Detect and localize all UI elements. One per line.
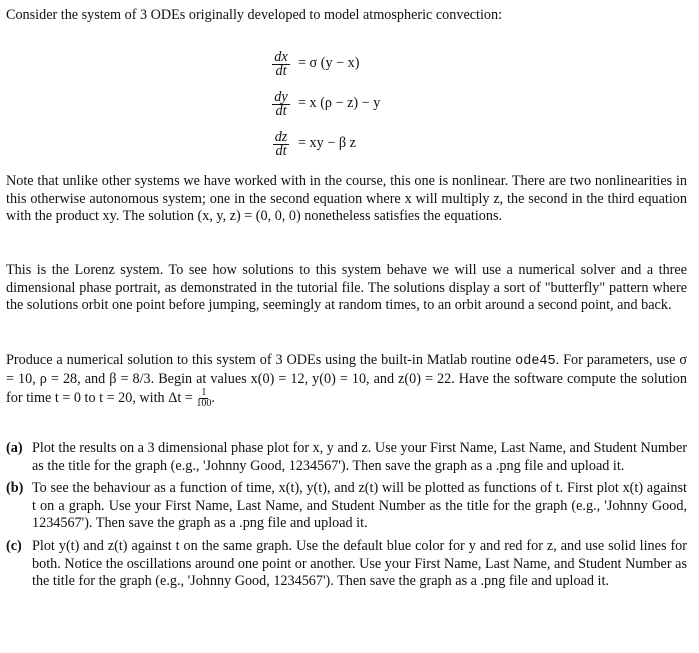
derivative-fraction	[270, 88, 292, 119]
fraction-numerator: dz	[274, 128, 288, 145]
derivative-fraction	[270, 48, 292, 79]
equation-rhs: = σ (y − x)	[298, 55, 360, 72]
equation-rhs: = xy − β z	[298, 135, 356, 152]
task-text-part3: .	[211, 389, 215, 406]
question-label: (a)	[6, 440, 23, 456]
lorenz-description: This is the Lorenz system. To see how solutions to this system behave we will use a numerical solver and a three dimensional phase portrait, as demonstrated in the tutorial file. The solutions display a sort of "butterfly" pattern where the solutions orbit one point before jumping, seemingly at random times, to an orbit around a second point, and back.	[6, 262, 687, 314]
timestep-fraction	[196, 388, 211, 409]
equation-rhs: = x (ρ − z) − y	[298, 95, 381, 112]
task-instructions	[6, 352, 687, 409]
intro-text: Consider the system of 3 ODEs originally developed to model atmospheric convection:	[6, 7, 503, 23]
fraction-numerator: dx	[274, 48, 288, 65]
question-label: (c)	[6, 537, 22, 554]
fraction-denominator: dt	[275, 102, 287, 119]
timestep-numerator: 1	[201, 387, 207, 399]
equation-dx	[270, 44, 470, 84]
question-label: (b)	[6, 480, 24, 497]
routine-name: ode45	[515, 354, 556, 369]
question-text: Plot y(t) and z(t) against t on the same graph. Use the default blue color for y and red for z, and use solid lines for both. Notice the oscillations around one point or another. Use your First Name, Last Name, and Student Number as the title for the graph (e.g., 'Johnny Good, 1234567'). Then save the graph as a .png file and upload it.	[32, 537, 687, 590]
task-text-part1: Produce a numerical solution to this system of 3 ODEs using the built-in Matlab routine	[6, 352, 516, 368]
nonlinearity-note: Note that unlike other systems we have worked with in the course, this one is nonlinear. There are two nonlinearities in this otherwise autonomous system; one in the second equation where x will multiply z, the second in the third equation with the product xy. The solution (x, y, z) = (0, 0, 0) nonetheless satisfies the equations.	[6, 173, 687, 225]
question-a	[6, 440, 687, 475]
derivative-fraction	[270, 128, 292, 159]
equation-dz	[270, 124, 470, 164]
equation-dy	[270, 84, 470, 124]
fraction-denominator: dt	[275, 142, 287, 159]
question-b	[6, 480, 687, 533]
question-c	[6, 538, 687, 591]
ode-system	[270, 44, 470, 164]
question-list	[6, 440, 687, 596]
fraction-denominator: dt	[275, 62, 287, 79]
question-text: To see the behaviour as a function of time, x(t), y(t), and z(t) will be plotted as functions of t. First plot x(t) against t on a graph. Use your First Name, Last Name, and Student Number as the title for the graph (e.g., 'Johnny Good, 1234567'). Then save the graph as a .png file and upload it.	[32, 480, 687, 532]
fraction-numerator: dy	[274, 88, 288, 105]
timestep-denominator: 100	[196, 398, 212, 410]
question-text: Plot the results on a 3 dimensional phase plot for x, y and z. Use your First Name, Last Name, and Student Number as the title for the graph (e.g., 'Johnny Good, 1234567'). Then save the graph as a .png file and upload it.	[32, 440, 687, 474]
task-text-part2: . For parameters, use σ = 10, ρ = 28, and β = 8/3. Begin at values x(0) = 12, y(0) = 10, and z(0) = 22. Have the software compute the solution for time t = 0 to t = 20, with Δt =	[6, 352, 687, 406]
